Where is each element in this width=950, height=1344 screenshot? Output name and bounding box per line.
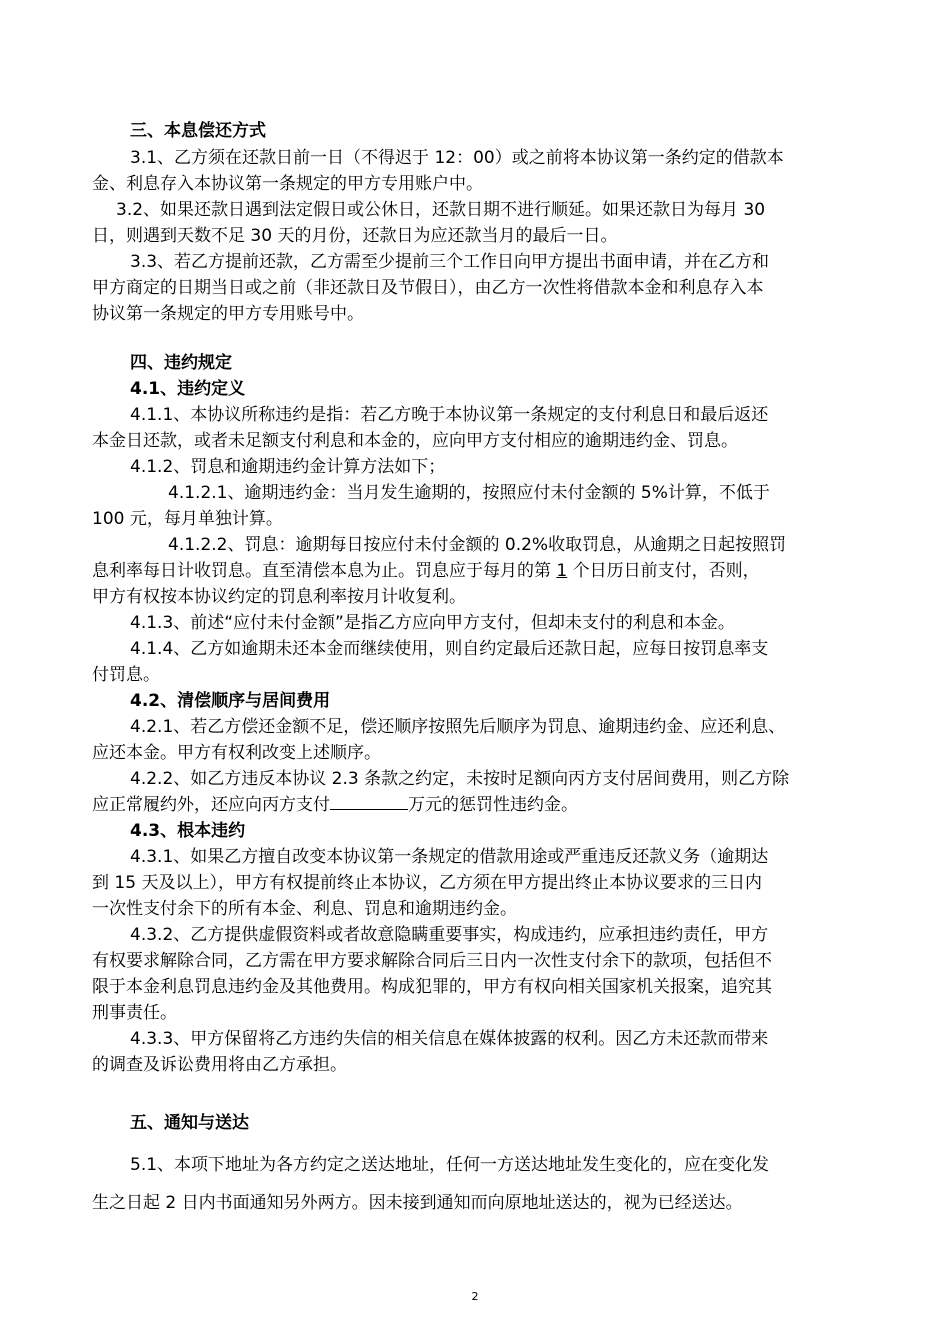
payment-day-number: 1 bbox=[556, 561, 568, 581]
para-4-1-2: 4.1.2、罚息和逾期违约金计算方法如下； bbox=[130, 457, 446, 477]
para-3-2-line-2: 日，则遇到天数不足 30 天的月份，还款日为应还款当月的最后一日。 bbox=[92, 226, 618, 246]
para-4-3-3-line-2: 的调查及诉讼费用将由乙方承担。 bbox=[92, 1055, 347, 1075]
para-4-1-2-2-line-2 bbox=[92, 558, 862, 584]
penalty-amount-blank bbox=[330, 793, 408, 810]
para-4-1-3: 4.1.3、前述“应付未付金额”是指乙方应向甲方支付，但却未支付的利息和本金。 bbox=[130, 613, 735, 633]
para-4-2-1-line-1: 4.2.1、若乙方偿还金额不足，偿还顺序按照先后顺序为罚息、逾期违约金、应还利息、 bbox=[130, 717, 786, 737]
para-4-1-1-line-2: 本金日还款，或者未足额支付利息和本金的，应向甲方支付相应的逾期违约金、罚息。 bbox=[92, 431, 738, 451]
para-5-1-line-2: 生之日起 2 日内书面通知另外两方。因未接到通知而向原地址送达的，视为已经送达。 bbox=[92, 1193, 743, 1213]
para-4-2-1-line-2: 应还本金。甲方有权利改变上述顺序。 bbox=[92, 743, 381, 763]
para-4-3-1-line-3: 一次性支付余下的所有本金、利息、罚息和逾期违约金。 bbox=[92, 899, 517, 919]
para-3-1-line-1: 3.1、乙方须在还款日前一日（不得迟于 12：00）或之前将本协议第一条约定的借款本 bbox=[130, 148, 784, 168]
para-3-3-line-2: 甲方商定的日期当日或之前（非还款日及节假日），由乙方一次性将借款本金和利息存入本 bbox=[92, 278, 764, 298]
page-number: 2 bbox=[471, 1290, 479, 1303]
para-4-1-4-line-1: 4.1.4、乙方如逾期未还本金而继续使用，则自约定最后还款日起，应每日按罚息率支 bbox=[130, 639, 769, 659]
para-4-2-2-line-2-text-a: 应正常履约外，还应向丙方支付 bbox=[92, 795, 330, 815]
para-4-3-2-line-1: 4.3.2、乙方提供虚假资料或者故意隐瞒重要事实，构成违约，应承担违约责任，甲方 bbox=[130, 925, 769, 945]
subsection-4-2-heading: 4.2、清偿顺序与居间费用 bbox=[130, 691, 331, 711]
section-5-heading: 五、通知与送达 bbox=[130, 1113, 249, 1133]
para-3-3-line-1: 3.3、若乙方提前还款，乙方需至少提前三个工作日向甲方提出书面申请，并在乙方和 bbox=[130, 252, 770, 272]
para-4-3-2-line-3: 限于本金利息罚息违约金及其他费用。构成犯罪的，甲方有权向相关国家机关报案，追究其 bbox=[92, 977, 772, 997]
para-4-3-3-line-1: 4.3.3、甲方保留将乙方违约失信的相关信息在媒体披露的权利。因乙方未还款而带来 bbox=[130, 1029, 769, 1049]
para-4-1-2-1-line-1: 4.1.2.1、逾期违约金：当月发生逾期的，按照应付未付金额的 5%计算，不低于 bbox=[168, 483, 770, 503]
para-4-2-2-line-2-text-b: 万元的惩罚性违约金。 bbox=[408, 795, 578, 815]
para-5-1-line-1: 5.1、本项下地址为各方约定之送达地址，任何一方送达地址发生变化的，应在变化发 bbox=[130, 1155, 770, 1175]
para-4-3-2-line-2: 有权要求解除合同，乙方需在甲方要求解除合同后三日内一次性支付余下的款项，包括但不 bbox=[92, 951, 772, 971]
para-3-3-line-3: 协议第一条规定的甲方专用账号中。 bbox=[92, 304, 364, 324]
section-4-heading: 四、违约规定 bbox=[130, 353, 232, 373]
section-3-heading: 三、本息偿还方式 bbox=[130, 121, 266, 141]
para-4-1-2-2-line-3: 甲方有权按本协议约定的罚息利率按月计收复利。 bbox=[92, 587, 466, 607]
para-4-3-2-line-4: 刑事责任。 bbox=[92, 1003, 177, 1023]
para-4-1-2-2-line-2-text-a: 息利率每日计收罚息。直至清偿本息为止。罚息应于每月的第 bbox=[92, 561, 551, 581]
para-4-3-1-line-1: 4.3.1、如果乙方擅自改变本协议第一条规定的借款用途或严重违反还款义务（逾期达 bbox=[130, 847, 769, 867]
para-4-1-2-1-line-2: 100 元，每月单独计算。 bbox=[92, 509, 283, 529]
para-4-1-1-line-1: 4.1.1、本协议所称违约是指：若乙方晚于本协议第一条规定的支付利息日和最后返还 bbox=[130, 405, 769, 425]
para-4-1-2-2-line-1: 4.1.2.2、罚息：逾期每日按应付未付金额的 0.2%收取罚息，从逾期之日起按照罚 bbox=[168, 535, 787, 555]
para-4-1-4-line-2: 付罚息。 bbox=[92, 665, 160, 685]
para-3-1-line-2: 金、利息存入本协议第一条规定的甲方专用账户中。 bbox=[92, 174, 483, 194]
para-4-2-2-line-1: 4.2.2、如乙方违反本协议 2.3 条款之约定，未按时足额向丙方支付居间费用，则乙方除 bbox=[130, 769, 790, 789]
para-4-2-2-line-2 bbox=[92, 792, 862, 818]
para-4-3-1-line-2: 到 15 天及以上），甲方有权提前终止本协议，乙方须在甲方提出终止本协议要求的三日内 bbox=[92, 873, 762, 893]
subsection-4-1-heading: 4.1、违约定义 bbox=[130, 379, 246, 399]
para-3-2-line-1: 3.2、如果还款日遇到法定假日或公休日，还款日期不进行顺延。如果还款日为每月 30 bbox=[116, 200, 766, 220]
para-4-1-2-2-line-2-text-b: 个日历日前支付，否则， bbox=[572, 561, 760, 581]
subsection-4-3-heading: 4.3、根本违约 bbox=[130, 821, 246, 841]
